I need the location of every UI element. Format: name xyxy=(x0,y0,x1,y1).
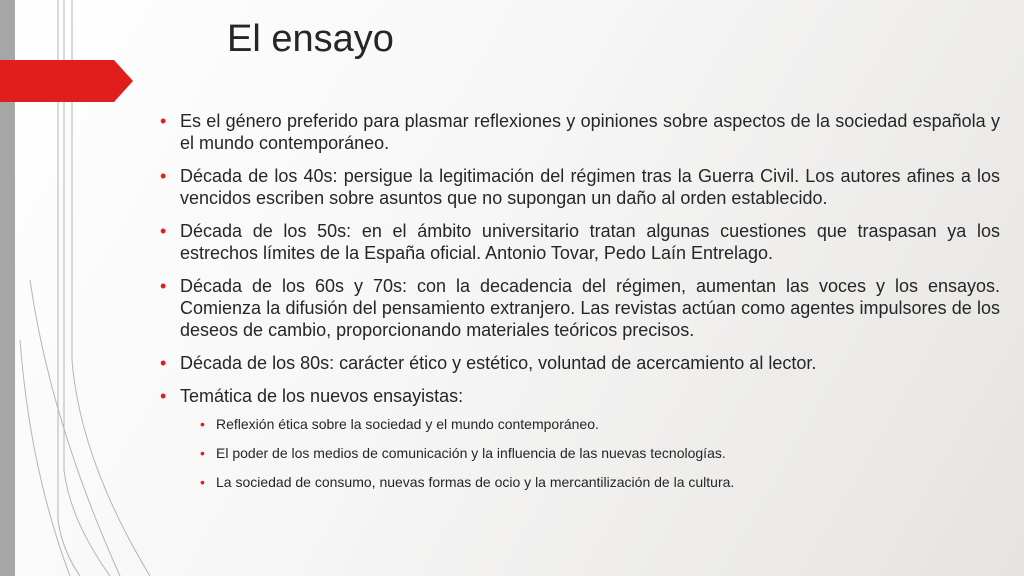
list-item-text: Es el género preferido para plasmar reflexiones y opiniones sobre aspectos de la sociedad española y el mundo contemporáneo. xyxy=(180,111,1000,153)
bullet-icon: • xyxy=(160,166,167,186)
list-item xyxy=(160,220,1000,264)
list-item-text: Década de los 80s: carácter ético y estético, voluntad de acercamiento al lector. xyxy=(180,353,817,373)
list-item xyxy=(160,352,1000,374)
list-item-text: Década de los 50s: en el ámbito universitario tratan algunas cuestiones que traspasan ya los estrechos límites de la España oficial. Antonio Tovar, Pedo Laín Entrelago. xyxy=(180,221,1000,263)
red-arrow-shape xyxy=(0,60,133,102)
bullet-icon: • xyxy=(160,111,167,131)
list-item xyxy=(160,165,1000,209)
bullet-icon: • xyxy=(200,416,205,432)
bullet-icon: • xyxy=(160,386,167,406)
list-item xyxy=(160,385,1000,491)
sub-bullet-list xyxy=(180,415,1000,491)
sub-list-item-text: El poder de los medios de comunicación y la influencia de las nuevas tecnologías. xyxy=(216,445,726,461)
sub-list-item-text: Reflexión ética sobre la sociedad y el mundo contemporáneo. xyxy=(216,416,599,432)
bullet-icon: • xyxy=(160,353,167,373)
list-item-text: Temática de los nuevos ensayistas: xyxy=(180,386,464,406)
bullet-icon: • xyxy=(160,221,167,241)
bullet-icon: • xyxy=(200,474,205,490)
slide-content xyxy=(160,110,1000,502)
sub-list-item xyxy=(200,444,1000,462)
bullet-list xyxy=(160,110,1000,491)
list-item-text: Década de los 40s: persigue la legitimación del régimen tras la Guerra Civil. Los autores afines a los vencidos escriben sobre asuntos que no supongan un daño al orden establecido. xyxy=(180,166,1000,208)
sub-list-item xyxy=(200,415,1000,433)
list-item-text: Década de los 60s y 70s: con la decadencia del régimen, aumentan las voces y los ensayos. Comienza la difusión del pensamiento extranjero. Las revistas actúan como agentes impulsores de los deseos de cambio, proporcionando materiales teóricos precisos. xyxy=(180,276,1000,340)
list-item xyxy=(160,110,1000,154)
bullet-icon: • xyxy=(160,276,167,296)
slide-title: El ensayo xyxy=(227,18,394,60)
bullet-icon: • xyxy=(200,445,205,461)
sub-list-item xyxy=(200,473,1000,491)
list-item xyxy=(160,275,1000,341)
sub-list-item-text: La sociedad de consumo, nuevas formas de ocio y la mercantilización de la cultura. xyxy=(216,474,735,490)
